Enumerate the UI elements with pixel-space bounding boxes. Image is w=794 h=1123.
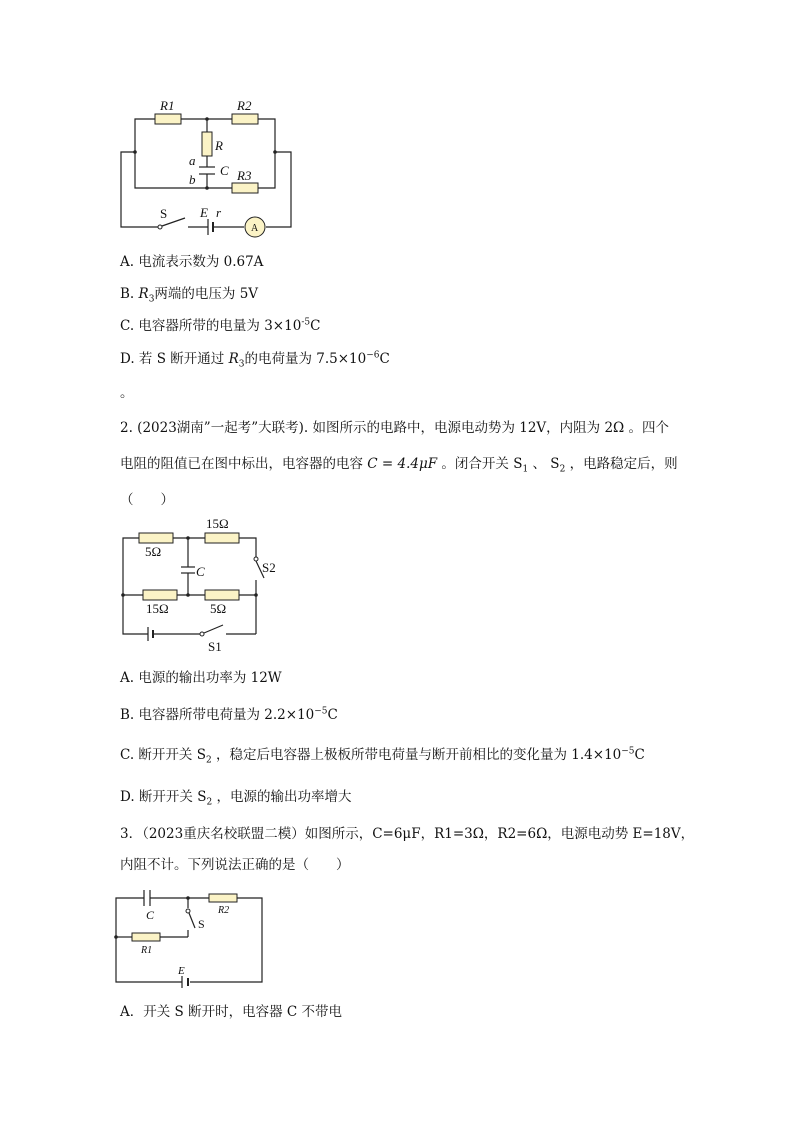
q1-option-b: B. $R_3$两端的电压为 5V [120, 286, 259, 305]
q1-label-r2: R2 [237, 98, 252, 113]
q3-label-c: C [146, 908, 155, 922]
q3-switch-s [189, 913, 195, 928]
q1-label-r: R [215, 138, 223, 153]
q3-label-r2: R2 [218, 905, 230, 916]
q1-label-b: b [189, 172, 196, 187]
q1-label-r-internal: r [216, 205, 222, 220]
q2-option-c: C. 断开开关 $S_2$ ，稳定后电容器上极板所带电荷量与断开前相比的变化量为 $1.4\times 10^{-5}C$ [120, 746, 645, 766]
q2-label-top-left: 5Ω [145, 544, 162, 559]
q1-label-e: E [200, 205, 208, 220]
q2-label-c: C [196, 564, 205, 579]
q2-answer-blank: （ ） [120, 492, 174, 508]
q1-label-r1: R1 [160, 98, 175, 113]
q2-stem-line1: 2. (2023湖南”一起考”大联考). 如图所示的电路中，电源电动势为 12V，内阻为 2Ω 。四个 [120, 420, 670, 436]
q3-label-r1: R1 [141, 945, 153, 956]
q1-label-c: C [220, 163, 229, 178]
q3-stem-line1: 3．（2023重庆名校联盟二模）如图所示，C=6μF，R1=3Ω，R2=6Ω，电源电动势 E=18V， [120, 826, 695, 842]
q1-option-c: C. 电容器所带的电量为 $3\times 10^{-5}C$ [120, 317, 321, 334]
q2-label-s1: S1 [208, 639, 222, 654]
q2-label-s2: S2 [262, 560, 276, 575]
q2-option-d: D. 断开开关 $S_2$ ，电源的输出功率增大 [120, 789, 352, 808]
q3-option-a: A．开关 S 断开时，电容器 C 不带电 [120, 1004, 342, 1020]
q1-label-s: S [160, 206, 168, 221]
q3-label-e: E [178, 965, 185, 977]
q1-label-r3: R3 [237, 168, 252, 183]
q3-resistor-r2 [209, 894, 237, 902]
q1-option-a: A. 电流表示数为 0.67A [120, 254, 264, 270]
q2-option-b: B. 电容器所带电荷量为 $2.2\times 10^{-5}C$ [120, 706, 338, 723]
q1-label-a: a [189, 153, 196, 168]
q3-label-s: S [198, 917, 205, 931]
q1-option-d: D. 若 S 断开通过 $R_3$的电荷量为 $7.5\times 10^{-6}C$ [120, 350, 390, 370]
q2-label-top-right: 15Ω [206, 516, 229, 531]
q2-label-bottom-left: 15Ω [146, 601, 169, 616]
q1-trailing-mark: 。 [120, 385, 134, 401]
q2-stem-line2: 电阻的阻值已在图中标出，电容器的电容 C = 4.4μF 。闭合开关 $S_1$ 、 $S_2$ ，电路稳定后，则 [120, 456, 678, 475]
q3-resistor-r1 [132, 933, 160, 941]
q2-option-a: A. 电源的输出功率为 12W [120, 670, 282, 686]
q3-stem-line2: 内阻不计。下列说法正确的是（ ） [120, 857, 350, 873]
q2-label-bottom-right: 5Ω [210, 601, 227, 616]
q1-label-ammeter: A [251, 223, 259, 234]
